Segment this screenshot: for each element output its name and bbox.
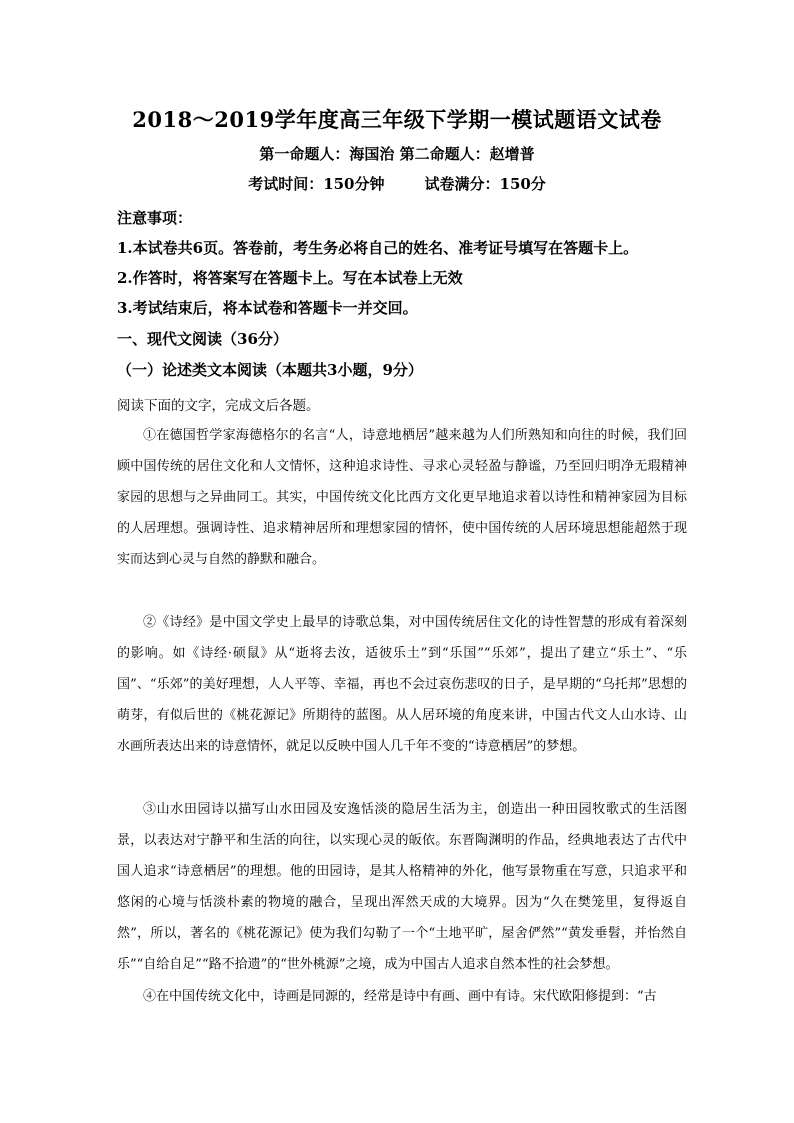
exam-info [0,173,794,194]
passage-paragraph-4 [117,981,687,1012]
reading-instruction: 阅读下面的文字，完成文后各题。 [117,398,320,414]
paragraph-text: ③山水田园诗以描写山水田园及安逸恬淡的隐居生活为主，创造出一种田园牧歌式的生活图景，以表达对宁静平和生活的向往，以实现心灵的皈依。东晋陶渊明的作品，经典地表达了古代中国人追求“诗意栖居”的理想。他的田园诗，是其人格精神的外化，他写景物重在写意，只追求平和悠闲的心境与恬淡朴素的物境的融合，呈现出浑然天成的大境界。因为“久在樊笼里，复得返自然”，所以，著名的《桃花源记》使为我们勾勒了一个“土地平旷，屋舍俨然”“黄发垂髫，并怡然自乐”“自给自足”“路不拾遗”的“世外桃源”之境，成为中国古人追求自然本性的社会梦想。 [117,802,687,972]
notice-item: 1.本试卷共6页。答卷前，考生务必将自己的姓名、准考证号填写在答题卡上。 [117,239,639,257]
paragraph-text: ④在中国传统文化中，诗画是同源的，经常是诗中有画、画中有诗。宋代欧阳修提到：“古 [143,989,657,1004]
question-setters: 第一命题人：海国治 第二命题人：赵增普 [259,145,535,163]
passage-paragraph-1 [117,420,687,575]
notice-item: 3.考试结束后，将本试卷和答题卡一并交回。 [117,299,418,317]
passage-paragraph-2 [117,607,687,762]
paragraph-text: ②《诗经》是中国文学史上最早的诗歌总集，对中国传统居住文化的诗性智慧的形成有着深刻的影响。如《诗经·硕鼠》从“逝将去汝，适彼乐土”到“乐国”“乐郊”，提出了建立“乐土”、“乐国”、“乐郊”的美好理想，人人平等、幸福，再也不会过哀伤悲叹的日子，是早期的“乌托邦”思想的萌芽，有似后世的《桃花源记》所期待的蓝图。从人居环境的角度来讲，中国古代文人山水诗、山水画所表达出来的诗意情怀，就足以反映中国人几千年不变的“诗意栖居”的梦想。 [117,615,687,754]
sub-section-title: （一）论述类文本阅读（本题共3小题，9分） [117,361,423,379]
paragraph-text: ①在德国哲学家海德格尔的名言“人，诗意地栖居”越来越为人们所熟知和向往的时候，我们回顾中国传统的居住文化和人文情怀，这种追求诗性、寻求心灵轻盈与静谧，乃至回归明净无瑕精神家园的思想与之异曲同工。其实，中国传统文化比西方文化更早地追求着以诗性和精神家园为目标的人居理想。强调诗性、追求精神居所和理想家园的情怀，使中国传统的人居环境思想能超然于现实而达到心灵与自然的静默和融合。 [117,428,687,567]
notice-heading: 注意事项： [117,209,193,227]
passage-paragraph-3 [117,794,687,980]
part-title: 一、现代文阅读（36分） [117,330,288,348]
exam-title: 2018～2019学年度高三年级下学期一模试题语文试卷 [132,107,662,132]
notice-item: 2.作答时，将答案写在答题卡上。写在本试卷上无效 [117,269,463,287]
exam-time: 考试时间：150分钟 [248,175,385,193]
full-score: 试卷满分：150分 [424,175,546,193]
